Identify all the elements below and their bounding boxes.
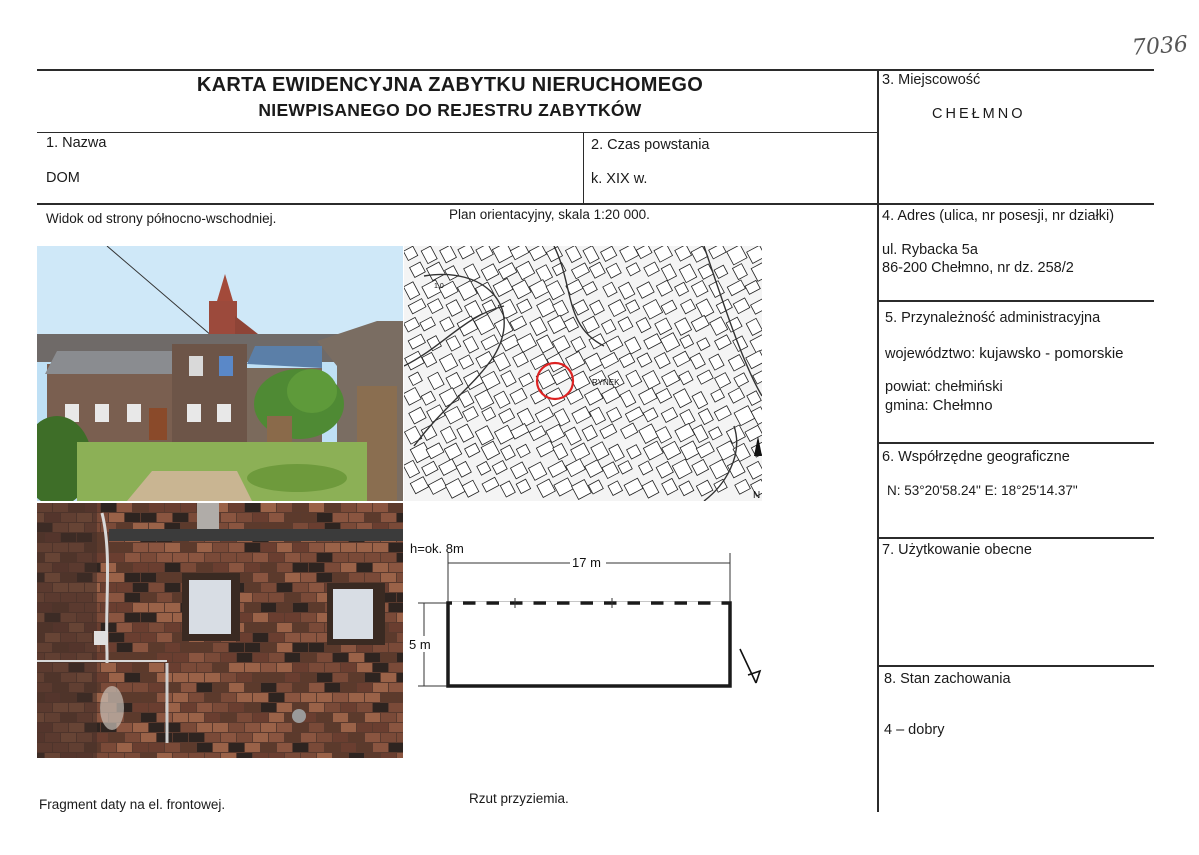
gmina-key: gmina: [885, 398, 929, 414]
main-divider-line [37, 203, 1154, 205]
stan-value: 4 – dobry [884, 722, 945, 738]
floor-plan-drawing [404, 503, 762, 758]
adres-label: 4. Adres (ulica, nr posesji, nr działki) [882, 208, 1115, 224]
gmina-row [885, 397, 993, 414]
powiat-key: powiat: [885, 379, 931, 395]
handwritten-number: 7036 [1131, 32, 1189, 61]
photo-courtyard-view [37, 246, 403, 501]
depth-dimension-label: 5 m [409, 637, 431, 652]
czas-label: 2. Czas powstania [591, 137, 710, 153]
name-date-divider [583, 132, 584, 204]
height-note: h=ok. 8m [410, 541, 464, 556]
adres-line1: ul. Rybacka 5a [882, 242, 978, 258]
caption-view: Widok od strony północno-wschodniej. [46, 211, 277, 226]
gmina-value: Chełmno [932, 397, 993, 414]
wspolrzedne-value: N: 53°20'58.24" E: 18°25'14.37" [887, 483, 1078, 498]
card-title-line1: KARTA EWIDENCYJNA ZABYTKU NIERUCHOMEGO [196, 74, 704, 96]
frame-top-line [37, 69, 1154, 71]
card-title-line2: NIEWPISANEGO DO REJESTRU ZABYTKÓW [258, 100, 642, 120]
orientation-map [404, 246, 762, 501]
powiat-row [885, 379, 1003, 395]
stan-label: 8. Stan zachowania [884, 671, 1011, 687]
admin-label: 5. Przynależność administracyjna [885, 310, 1101, 326]
right-sep-2 [877, 442, 1154, 444]
header-bottom-line [37, 132, 878, 133]
map-label-north: N [753, 490, 761, 501]
photo-brick-fragment [37, 503, 403, 758]
caption-plan: Rzut przyziemia. [469, 791, 569, 806]
miejscowosc-value: CHEŁMNO [932, 106, 1026, 122]
right-sep-3 [877, 537, 1154, 539]
right-sep-1 [877, 300, 1154, 302]
powiat-value: chełmiński [934, 379, 1003, 395]
right-sep-4 [877, 665, 1154, 667]
wspolrzedne-label: 6. Współrzędne geograficzne [882, 449, 1070, 465]
nazwa-label: 1. Nazwa [46, 135, 107, 151]
wojewodztwo-value: kujawsko - pomorskie [979, 345, 1124, 362]
caption-map: Plan orientacyjny, skala 1:20 000. [449, 207, 650, 222]
caption-fragment: Fragment daty na el. frontowej. [39, 797, 226, 812]
wojewodztwo-row [885, 345, 1124, 362]
uzytkowanie-label: 7. Użytkowanie obecne [882, 542, 1032, 558]
adres-line2: 86-200 Chełmno, nr dz. 258/2 [882, 260, 1074, 276]
nazwa-value: DOM [46, 170, 80, 186]
wojewodztwo-key: województwo: [885, 346, 976, 362]
miejscowosc-label: 3. Miejscowość [882, 72, 981, 88]
map-label-number: 1.0 [434, 283, 444, 290]
czas-value: k. XIX w. [591, 171, 648, 187]
map-label-rynek: RYNEK [592, 378, 620, 387]
width-dimension-label: 17 m [572, 555, 601, 570]
right-column-line [877, 69, 879, 812]
